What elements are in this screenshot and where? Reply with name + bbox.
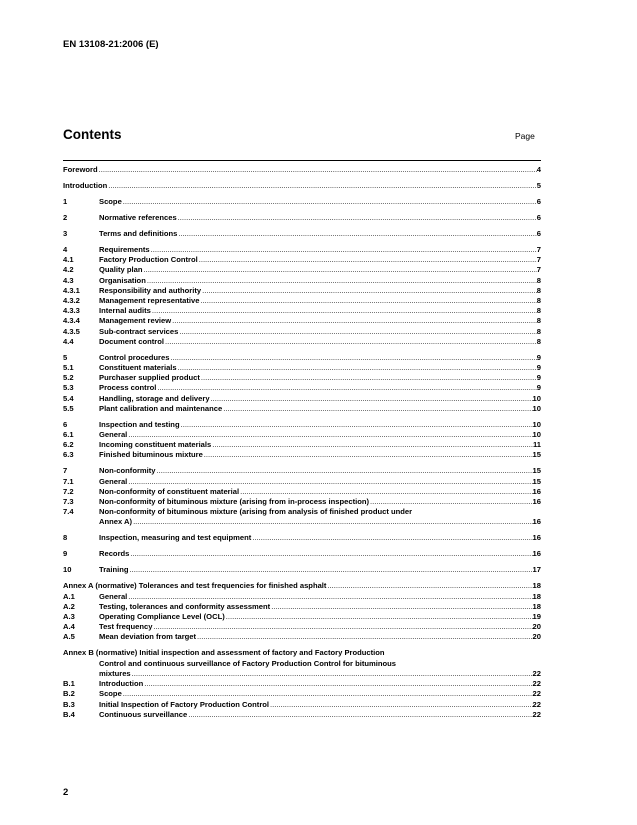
toc-entry-page: 8 (536, 275, 541, 285)
toc-entry[interactable] (63, 507, 541, 517)
toc-entry-label: Scope (99, 689, 122, 699)
toc-entry-page: 7 (536, 255, 541, 265)
toc-entry-page: 16 (532, 517, 541, 527)
toc-entry-page: 22 (532, 668, 541, 678)
toc-entry-number: 7.2 (63, 486, 74, 496)
toc-entry[interactable] (63, 440, 541, 450)
toc-entry-number: 5.5 (63, 403, 74, 413)
toc-entry[interactable] (63, 622, 541, 632)
toc-entry-number: 5.4 (63, 393, 74, 403)
toc-entry-label: Management review (99, 316, 172, 326)
toc-entry-label: Sub-contract services (99, 326, 179, 336)
toc-entry-label: Introduction (63, 181, 108, 190)
toc-entry-page: 20 (532, 622, 541, 632)
toc-entry-number: 4.1 (63, 255, 74, 265)
toc-entry[interactable] (63, 316, 541, 326)
toc-entry-label: Normative references (99, 213, 177, 222)
toc-entry[interactable] (63, 213, 541, 223)
toc-entry-page: 5 (536, 181, 541, 190)
toc-entry-label: Incoming constituent materials (99, 440, 212, 450)
toc-entry-page: 10 (532, 393, 541, 403)
toc-entry-page: 10 (532, 403, 541, 413)
toc-entry-label: Internal audits (99, 306, 151, 316)
toc-entry-number: 7.4 (63, 507, 74, 517)
toc-entry-label: Factory Production Control (99, 255, 198, 265)
toc-entry-continuation[interactable] (63, 517, 541, 527)
toc-entry-label: Non-conformity of constituent material (99, 486, 240, 496)
toc-entry-label: Introduction (99, 679, 144, 689)
toc-entry-continuation[interactable] (63, 669, 541, 679)
toc-entry-number: B.2 (63, 689, 75, 699)
toc-entry-label-continued: Annex A) (99, 517, 133, 527)
toc-entry-page: 15 (532, 466, 541, 476)
toc-entry-page: 22 (532, 699, 541, 709)
toc-entry-page: 4 (536, 165, 541, 174)
toc-entry-label: Management representative (99, 296, 200, 306)
toc-entry[interactable] (63, 710, 541, 720)
table-of-contents (63, 160, 541, 720)
toc-entry-page: 19 (532, 612, 541, 622)
toc-entry-page: 9 (536, 383, 541, 393)
toc-entry[interactable] (63, 612, 541, 622)
toc-entry-number: 2 (63, 213, 68, 222)
toc-entry-number: B.4 (63, 709, 75, 719)
toc-entry[interactable] (63, 533, 541, 543)
toc-entry-label: Test frequency (99, 622, 153, 632)
page-title: Contents (63, 127, 122, 142)
toc-entry-number: 10 (63, 565, 72, 575)
toc-entry-number: 4 (63, 245, 68, 254)
toc-entry[interactable] (63, 450, 541, 460)
toc-entry-page: 8 (536, 306, 541, 316)
toc-entry[interactable] (63, 383, 541, 393)
toc-entry-label: Responsibility and authority (99, 285, 202, 295)
toc-entry-label: Operating Compliance Level (OCL) (99, 612, 225, 622)
toc-entry[interactable] (63, 229, 541, 239)
toc-entry[interactable] (63, 245, 541, 255)
toc-entry[interactable] (63, 565, 541, 575)
toc-entry[interactable] (63, 306, 541, 316)
toc-entry-number: 4.3 (63, 275, 74, 285)
toc-entry-number: 8 (63, 533, 68, 543)
toc-entry-label: Constituent materials (99, 363, 177, 373)
toc-entry[interactable] (63, 679, 541, 689)
toc-entry-label: Quality plan (99, 265, 143, 275)
toc-entry[interactable] (63, 477, 541, 487)
toc-entry-number: 4.3.5 (63, 326, 80, 336)
toc-entry[interactable] (63, 373, 541, 383)
toc-entry-number: B.1 (63, 679, 75, 689)
toc-entry-label: Document control (99, 336, 164, 346)
toc-entry-number: 6 (63, 419, 68, 429)
toc-entry-number: 6.2 (63, 440, 74, 450)
toc-entry-label: Control procedures (99, 352, 170, 362)
toc-entry-number: 5.2 (63, 373, 74, 383)
toc-entry-page: 16 (532, 533, 541, 543)
toc-entry-number: 7 (63, 466, 68, 476)
toc-entry-label: Foreword (63, 165, 98, 174)
toc-entry-page: 8 (536, 326, 541, 336)
toc-entry-label: Non-conformity (99, 466, 156, 476)
toc-entry-page: 22 (532, 689, 541, 699)
toc-entry-page: 17 (532, 565, 541, 575)
toc-entry-page: 9 (536, 363, 541, 373)
toc-entry-label: Inspection and testing (99, 419, 180, 429)
toc-entry[interactable] (63, 404, 541, 414)
toc-entry-page: 6 (536, 213, 541, 222)
toc-entry-number: 9 (63, 549, 68, 559)
toc-entry-label: Records (99, 549, 130, 559)
toc-entry-label: Handling, storage and delivery (99, 393, 210, 403)
toc-annex-entry[interactable] (63, 581, 541, 591)
toc-entry-number: 7.3 (63, 497, 74, 507)
toc-entry-page: 7 (536, 265, 541, 275)
toc-entry-number: 7.1 (63, 476, 74, 486)
toc-entry-number: 4.2 (63, 265, 74, 275)
toc-entry-number: A.1 (63, 591, 75, 601)
toc-entry[interactable] (63, 255, 541, 265)
toc-entry-label: Requirements (99, 245, 150, 254)
toc-entry-number: 4.3.3 (63, 306, 80, 316)
toc-entry[interactable] (63, 363, 541, 373)
toc-entry[interactable] (63, 296, 541, 306)
toc-entry-number: 5.3 (63, 383, 74, 393)
toc-entry-page: 16 (532, 486, 541, 496)
toc-entry-label: General (99, 476, 128, 486)
toc-entry[interactable] (63, 327, 541, 337)
toc-entry-number: 4.4 (63, 336, 74, 346)
toc-entry-number: B.3 (63, 699, 75, 709)
toc-entry-label: Non-conformity of bituminous mixture (arising from analysis of finished product under (99, 507, 413, 517)
toc-entry[interactable] (63, 181, 541, 191)
toc-entry-number: 6.3 (63, 450, 74, 460)
toc-entry[interactable] (63, 549, 541, 559)
toc-entry[interactable] (63, 700, 541, 710)
toc-entry-label-continued: Control and continuous surveillance of Factory Production Control for bituminous (99, 658, 397, 668)
toc-entry-page: 8 (536, 336, 541, 346)
toc-entry-page: 20 (532, 632, 541, 642)
page-column-label: Page (515, 131, 535, 141)
toc-entry-page: 15 (532, 476, 541, 486)
toc-entry-number: 5.1 (63, 363, 74, 373)
toc-entry-label: Purchaser supplied product (99, 373, 200, 383)
toc-entry-number: A.3 (63, 612, 75, 622)
toc-entry-label: Mean deviation from target (99, 632, 197, 642)
toc-entry-page: 8 (536, 296, 541, 306)
toc-entry-label: Process control (99, 383, 157, 393)
toc-entry[interactable] (63, 602, 541, 612)
toc-entry-page: 9 (536, 352, 541, 362)
toc-entry-label: Organisation (99, 275, 146, 285)
toc-entry-number: A.2 (63, 601, 75, 611)
toc-entry-label: General (99, 591, 128, 601)
toc-entry[interactable] (63, 276, 541, 286)
toc-entry-number: A.5 (63, 632, 75, 642)
toc-entry-page: 8 (536, 285, 541, 295)
toc-entry[interactable] (63, 430, 541, 440)
toc-entry-label: Terms and definitions (99, 229, 178, 238)
toc-entry[interactable] (63, 466, 541, 476)
toc-entry-page: 7 (536, 245, 541, 254)
toc-entry-label: Training (99, 565, 129, 575)
toc-entry-page: 6 (536, 229, 541, 238)
toc-entry-page: 18 (532, 601, 541, 611)
toc-entry-label: Annex A (normative) Tolerances and test frequencies for finished asphalt (63, 581, 327, 591)
toc-entry[interactable] (63, 420, 541, 430)
toc-entry-label-continued: mixtures (99, 668, 131, 678)
toc-entry[interactable] (63, 265, 541, 275)
toc-entry-label: Finished bituminous mixture (99, 450, 203, 460)
toc-entry-page: 22 (532, 709, 541, 719)
toc-entry[interactable] (63, 197, 541, 207)
toc-entry[interactable] (63, 337, 541, 347)
toc-entry-label: Plant calibration and maintenance (99, 403, 223, 413)
toc-entry-page: 22 (532, 679, 541, 689)
toc-entry-page: 15 (532, 450, 541, 460)
toc-entry-page: 9 (536, 373, 541, 383)
toc-entry-page: 11 (532, 440, 541, 450)
page-number: 2 (63, 787, 69, 798)
toc-entry-page: 10 (532, 419, 541, 429)
toc-entry-page: 10 (532, 430, 541, 440)
toc-entry-number: 4.3.2 (63, 296, 80, 306)
toc-entry-label: Testing, tolerances and conformity assessment (99, 601, 271, 611)
toc-entry-page: 6 (536, 197, 541, 206)
toc-entry-number: A.4 (63, 622, 75, 632)
toc-entry-number: 5 (63, 352, 68, 362)
toc-entry-page: 18 (532, 591, 541, 601)
toc-entry-page: 18 (532, 581, 541, 591)
toc-entry-number: 4.3.1 (63, 285, 80, 295)
toc-entry-page: 8 (536, 316, 541, 326)
toc-entry[interactable] (63, 487, 541, 497)
toc-entry[interactable] (63, 353, 541, 363)
toc-entry-number: 6.1 (63, 430, 74, 440)
toc-entry-label: Annex B (normative) Initial inspection and assessment of factory and Factory Production (63, 648, 385, 658)
toc-entry-page: 16 (532, 497, 541, 507)
toc-entry-label: Inspection, measuring and test equipment (99, 533, 252, 543)
toc-entry-page: 16 (532, 549, 541, 559)
toc-entry-label: Scope (99, 197, 122, 206)
toc-entry[interactable] (63, 689, 541, 699)
toc-entry[interactable] (63, 497, 541, 507)
toc-entry[interactable] (63, 394, 541, 404)
toc-annex-entry[interactable] (63, 648, 541, 668)
toc-entry-number: 3 (63, 229, 68, 238)
document-header: EN 13108-21:2006 (E) (63, 39, 159, 50)
toc-entry[interactable] (63, 632, 541, 642)
toc-entry-label: Initial Inspection of Factory Production Control (99, 699, 270, 709)
toc-entry[interactable] (63, 592, 541, 602)
toc-entry-label: Continuous surveillance (99, 709, 188, 719)
toc-entry-label: General (99, 430, 128, 440)
toc-entry-label: Non-conformity of bituminous mixture (arising from in-process inspection) (99, 497, 370, 507)
toc-entry[interactable] (63, 165, 541, 175)
toc-entry-number: 1 (63, 197, 68, 206)
top-rule (63, 160, 541, 161)
toc-entry-number: 4.3.4 (63, 316, 80, 326)
toc-entry[interactable] (63, 286, 541, 296)
